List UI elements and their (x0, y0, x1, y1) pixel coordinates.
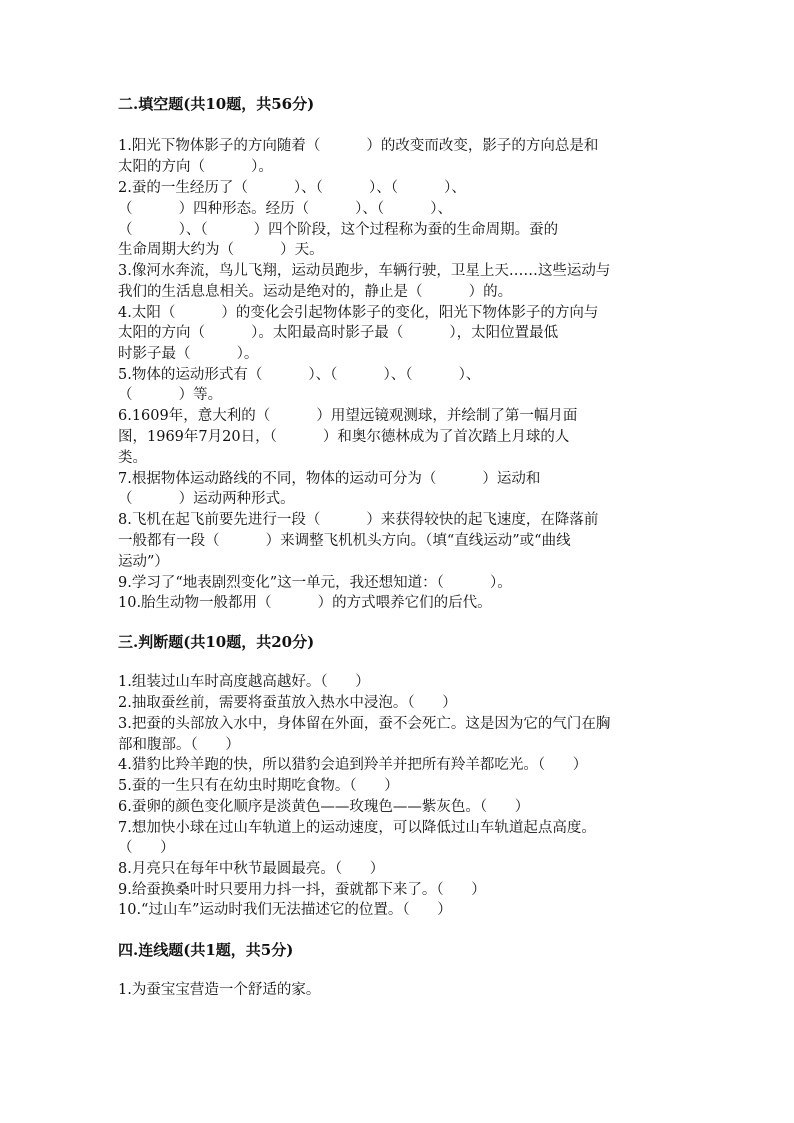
tf-q3-line1: 3.把蚕的头部放入水中，身体留在外面，蚕不会死亡。这是因为它的气门在胸 (118, 716, 611, 732)
fill-q1-line2: 太阳的方向（ ）。 (118, 159, 273, 175)
tf-q5: 5.蚕的一生只有在幼虫时期吃食物。（ ） (118, 778, 399, 794)
fill-q9-line1: 9.学习了“地表剧烈变化”这一单元，我还想知道：（ ）。 (118, 575, 512, 591)
fill-q4-line2: 太阳的方向（ ）。太阳最高时影子最（ ），太阳位置最低 (118, 325, 559, 341)
fill-q2-line4: 生命周期大约为（ ）天。 (118, 242, 324, 258)
section-heading-true-false: 三.判断题(共10题，共20分) (118, 633, 315, 651)
fill-q8-line1: 8.飞机在起飞前要先进行一段（ ）来获得较快的起飞速度，在降落前 (118, 512, 599, 528)
fill-q5-line2: （ ）等。 (118, 387, 223, 403)
tf-q6: 6.蚕卵的颜色变化顺序是淡黄色——玫瑰色——紫灰色。（ ） (118, 799, 530, 815)
fill-q7-line2: （ ）运动两种形式。 (118, 491, 295, 507)
tf-q1: 1.组装过山车时高度越高越好。（ ） (118, 674, 370, 690)
fill-q2-line1: 2.蚕的一生经历了（ ）、（ ）、（ ）、 (118, 180, 466, 196)
fill-q3-line2: 我们的生活息息相关。运动是绝对的，静止是（ ）的。 (118, 284, 513, 300)
tf-q4: 4.猎豹比羚羊跑的快，所以猎豹会追到羚羊并把所有羚羊都吃光。（ ） (118, 757, 588, 773)
match-q1: 1.为蚕宝宝营造一个舒适的家。 (118, 982, 321, 998)
fill-q8-line3: 运动”） (118, 554, 169, 570)
fill-q10-line1: 10.胎生动物一般都用（ ）的方式喂养它们的后代。 (118, 595, 492, 611)
tf-q3-line2: 部和腹部。（ ） (118, 737, 240, 753)
fill-q6-line3: 类。 (118, 450, 147, 466)
section-heading-fill-in: 二.填空题(共10题，共56分) (118, 95, 315, 113)
fill-q2-line2: （ ）四种形态。经历（ ）、（ ）、 (118, 201, 453, 217)
fill-q5-line1: 5.物体的运动形式有（ ）、（ ）、（ ）、 (118, 367, 481, 383)
tf-q7-line2: （ ） (118, 840, 175, 856)
tf-q7-line1: 7.想加快小球在过山车轨道上的运动速度，可以降低过山车轨道起点高度。 (118, 820, 596, 836)
fill-q6-line1: 6.1609年，意大利的（ ）用望远镜观测球，并绘制了第一幅月面 (118, 408, 578, 424)
tf-q10: 10.“过山车”运动时我们无法描述它的位置。（ ） (118, 902, 452, 918)
tf-q9: 9.给蚕换桑叶时只要用力抖一抖，蚕就都下来了。（ ） (118, 882, 486, 898)
fill-q4-line1: 4.太阳（ ）的变化会引起物体影子的变化，阳光下物体影子的方向与 (118, 305, 599, 321)
fill-q1-line1: 1.阳光下物体影子的方向随着（ ）的改变而改变，影子的方向总是和 (118, 138, 599, 154)
fill-q7-line1: 7.根据物体运动路线的不同，物体的运动可分为（ ）运动和 (118, 471, 541, 487)
fill-q2-line3: （ ）、（ ）四个阶段，这个过程称为蚕的生命周期。蚕的 (118, 222, 559, 238)
section-heading-matching: 四.连线题(共1题，共5分) (118, 941, 294, 959)
tf-q8: 8.月亮只在每年中秋节最圆最亮。（ ） (118, 861, 385, 877)
fill-q6-line2: 图，1969年7月20日，（ ）和奥尔德林成为了首次踏上月球的人 (118, 429, 570, 445)
fill-q4-line3: 时影子最（ ）。 (118, 346, 259, 362)
fill-q8-line2: 一般都有一段（ ）来调整飞机机头方向。（填“直线运动”或“曲线 (118, 533, 571, 549)
fill-q3-line1: 3.像河水奔流，鸟儿飞翔，运动员跑步，车辆行驶，卫星上天……这些运动与 (118, 263, 611, 279)
tf-q2: 2.抽取蚕丝前，需要将蚕茧放入热水中浸泡。（ ） (118, 695, 457, 711)
